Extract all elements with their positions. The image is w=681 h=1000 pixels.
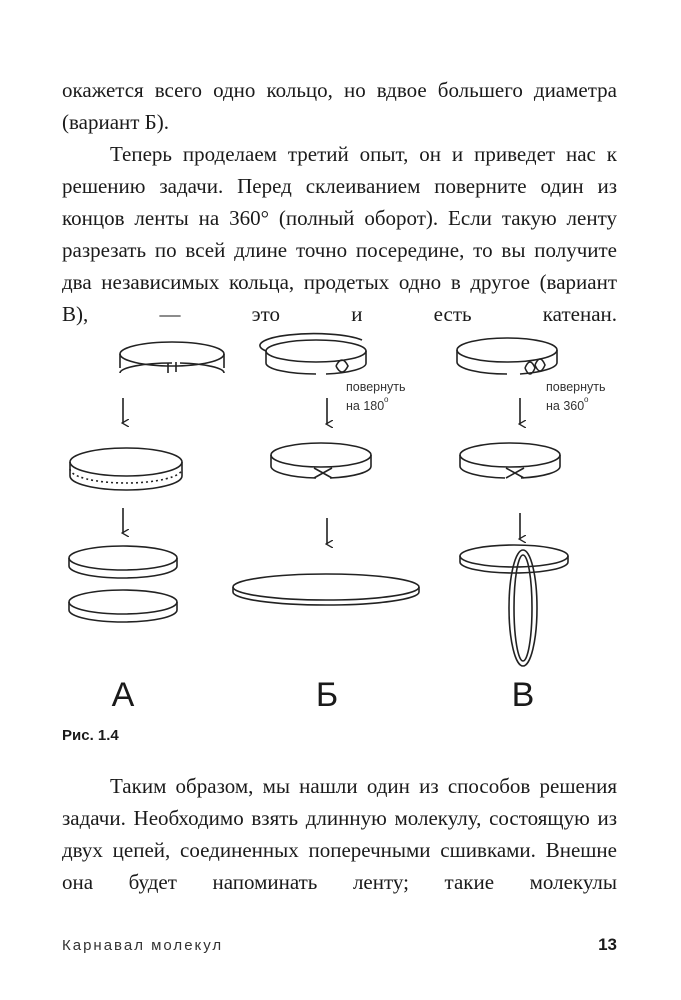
note-rotate-180-line1: повернуть [346,380,406,394]
note-rotate-360-line1: повернуть [546,380,606,394]
variant-a-ring [70,448,182,490]
variant-label-v: В [511,676,535,714]
figure-caption: Рис. 1.4 [62,727,119,744]
degree-mark-360: о [584,395,589,404]
variant-v-ring [460,443,560,478]
variant-b-result-ring [233,574,419,605]
variant-a-strip [120,342,224,373]
variant-v-catenane [460,545,568,666]
figure-ring-experiments [40,318,640,718]
page-number: 13 [598,935,617,954]
variant-label-a: А [111,676,135,714]
paragraph-solution: Таким образом, мы нашли один из способов решения задачи. Необходимо взять длинную молекулу, состоящую из двух цепей, соединенных поперечными сшивками. Внешне она будет напоминать ленту; такие молекулы [62,774,617,894]
variant-label-b: Б [315,676,339,714]
paragraph-continuation: окажется всего одно кольцо, но вдвое большего диаметра (вариант Б). [62,78,617,134]
degree-mark-180: о [384,395,389,404]
variant-b-strip [260,334,366,374]
running-footer-title: Карнавал молекул [62,937,224,954]
note-rotate-180-line2: на 180 [346,399,385,413]
variant-v-strip [457,338,557,374]
note-rotate-360-line2: на 360 [546,399,585,413]
variant-a-result-rings [69,546,177,622]
paragraph-third-experiment: Теперь проделаем третий опыт, он и приведет нас к решению задачи. Перед склеиванием поверните один из концов ленты на 360° (полный оборот). Если такую ленту разрезать по всей длине точно посередине, то вы получите два независимых кольца, продетых одно в другое (вариант В), — это и есть катенан. [62,142,617,326]
variant-b-ring [271,443,371,478]
